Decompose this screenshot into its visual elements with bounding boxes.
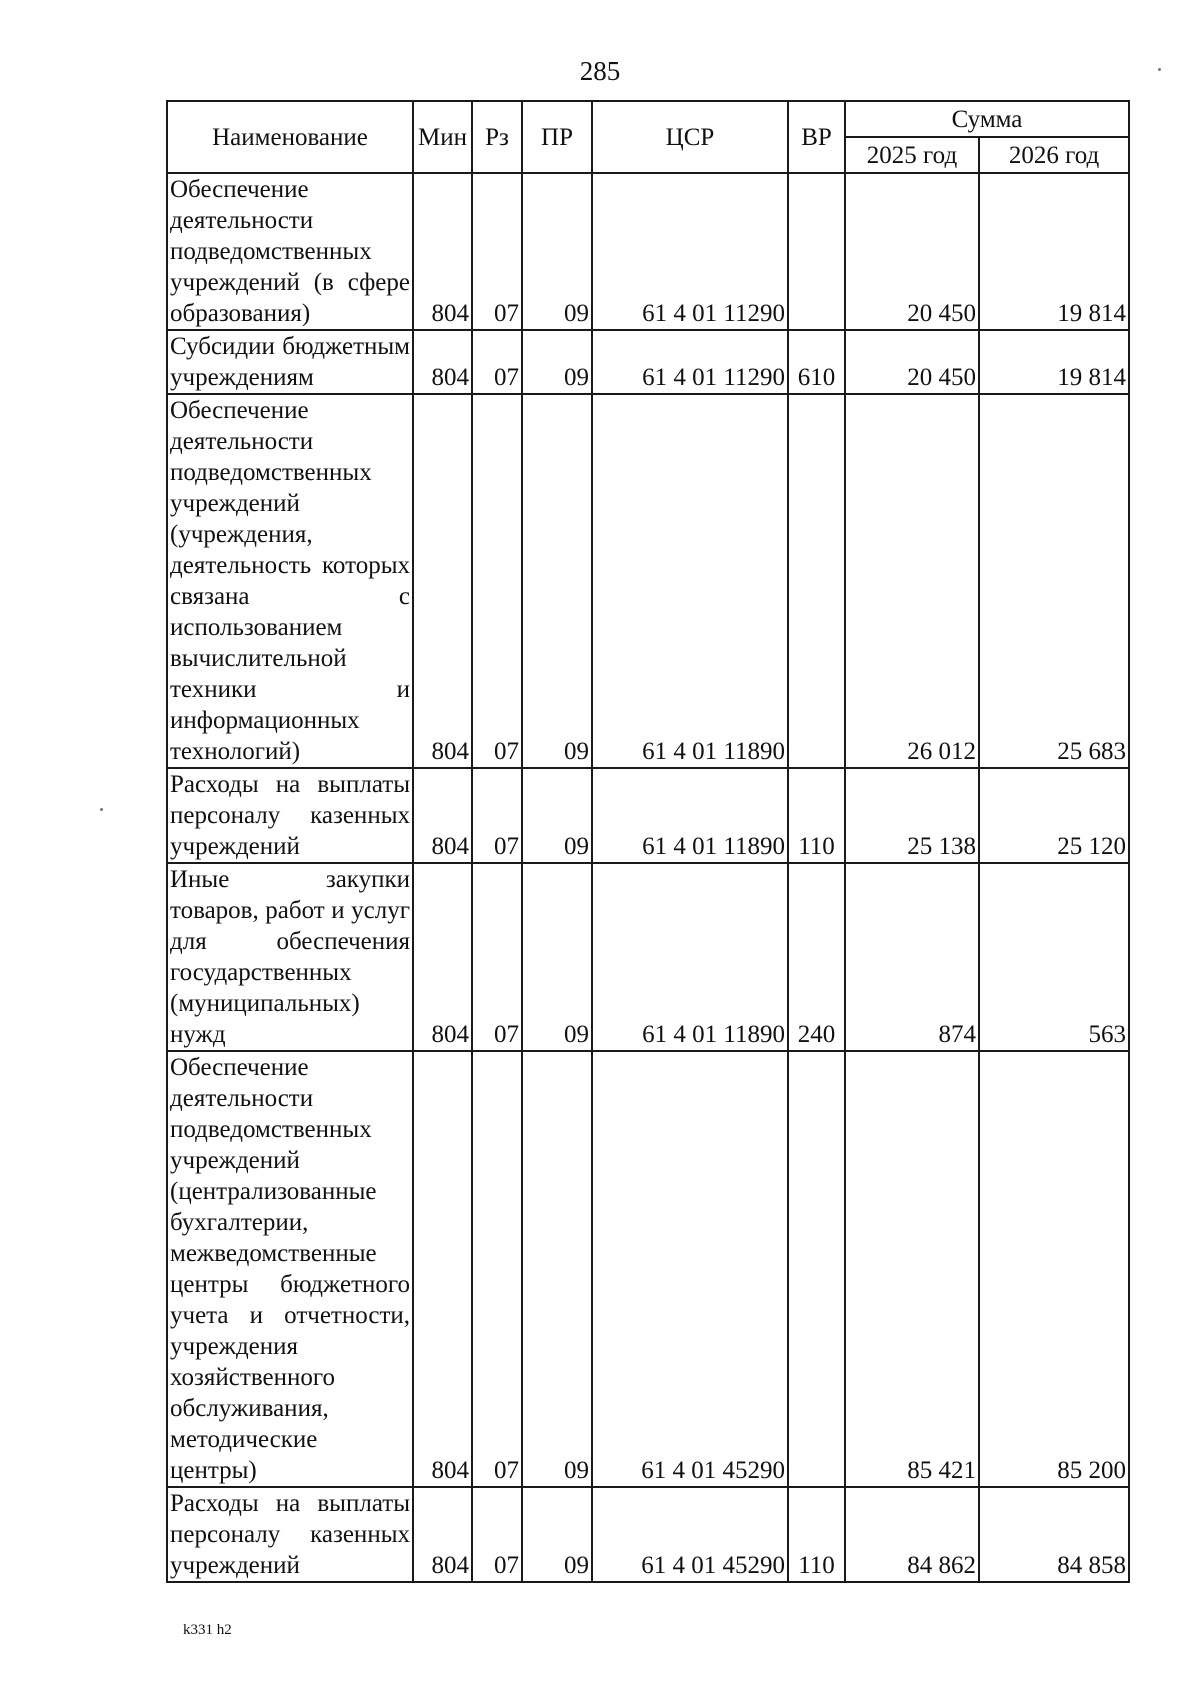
row-sum-2025: 26 012	[845, 394, 979, 768]
row-name: Обеспечение деятельности подведомственных учреждений (в сфере образования)	[167, 173, 413, 330]
row-sum-2025: 85 421	[845, 1051, 979, 1487]
row-sum-2025: 874	[845, 863, 979, 1051]
row-csr: 61 4 01 45290	[592, 1487, 788, 1582]
header-sum: Сумма	[845, 101, 1129, 137]
table-row	[167, 768, 1129, 863]
row-name: Субсидии бюджетным учреждениям	[167, 330, 413, 394]
scan-artifact-dot	[100, 808, 103, 811]
table-row	[167, 173, 1129, 330]
header-vr: ВР	[788, 101, 845, 173]
table-row	[167, 1051, 1129, 1487]
row-csr: 61 4 01 11890	[592, 863, 788, 1051]
row-pr: 09	[522, 173, 592, 330]
row-name: Расходы на выплаты персоналу казенных учреждений	[167, 768, 413, 863]
row-pr: 09	[522, 768, 592, 863]
header-year-2025: 2025 год	[845, 137, 979, 173]
row-min: 804	[413, 330, 472, 394]
row-csr: 61 4 01 11890	[592, 768, 788, 863]
row-vr	[788, 173, 845, 330]
row-min: 804	[413, 173, 472, 330]
table-header	[167, 101, 1129, 173]
row-name: Обеспечение деятельности подведомственных учреждений (централизованные бухгалтерии, межведомственные центры бюджетного учета и отчетности, учреждения хозяйственного обслуживания, методические центры)	[167, 1051, 413, 1487]
row-min: 804	[413, 1051, 472, 1487]
header-pr: ПР	[522, 101, 592, 173]
row-min: 804	[413, 394, 472, 768]
row-pr: 09	[522, 1487, 592, 1582]
row-vr	[788, 1051, 845, 1487]
page-number: 285	[579, 56, 621, 86]
row-sum-2025: 20 450	[845, 173, 979, 330]
row-min: 804	[413, 768, 472, 863]
row-rz: 07	[472, 1487, 522, 1582]
row-rz: 07	[472, 173, 522, 330]
row-csr: 61 4 01 11290	[592, 173, 788, 330]
table-row	[167, 863, 1129, 1051]
header-year-2026: 2026 год	[979, 137, 1129, 173]
row-pr: 09	[522, 863, 592, 1051]
footer-code: k331 h2	[183, 1622, 232, 1638]
row-csr: 61 4 01 11890	[592, 394, 788, 768]
header-rz: Рз	[472, 101, 522, 173]
row-sum-2025: 20 450	[845, 330, 979, 394]
row-name: Обеспечение деятельности подведомственных учреждений (учреждения, деятельность которых связана с использованием вычислительной техники и информационных технологий)	[167, 394, 413, 768]
row-rz: 07	[472, 768, 522, 863]
row-name: Иные закупки товаров, работ и услуг для обеспечения государственных (муниципальных) нужд	[167, 863, 413, 1051]
row-rz: 07	[472, 863, 522, 1051]
row-pr: 09	[522, 394, 592, 768]
scan-artifact-dot	[1158, 68, 1161, 71]
row-sum-2025: 25 138	[845, 768, 979, 863]
row-rz: 07	[472, 330, 522, 394]
row-vr: 110	[788, 768, 845, 863]
row-sum-2026: 19 814	[979, 173, 1129, 330]
row-csr: 61 4 01 45290	[592, 1051, 788, 1487]
row-sum-2026: 563	[979, 863, 1129, 1051]
row-vr: 610	[788, 330, 845, 394]
row-sum-2026: 25 683	[979, 394, 1129, 768]
table-row	[167, 394, 1129, 768]
header-name: Наименование	[167, 101, 413, 173]
table-row	[167, 1487, 1129, 1582]
header-min: Мин	[413, 101, 472, 173]
row-pr: 09	[522, 330, 592, 394]
table-body	[167, 173, 1129, 1582]
row-min: 804	[413, 863, 472, 1051]
table-row	[167, 330, 1129, 394]
row-rz: 07	[472, 394, 522, 768]
row-name: Расходы на выплаты персоналу казенных учреждений	[167, 1487, 413, 1582]
header-csr: ЦСР	[592, 101, 788, 173]
row-min: 804	[413, 1487, 472, 1582]
row-sum-2026: 85 200	[979, 1051, 1129, 1487]
row-sum-2026: 19 814	[979, 330, 1129, 394]
row-rz: 07	[472, 1051, 522, 1487]
budget-table	[166, 100, 1130, 1583]
row-sum-2026: 25 120	[979, 768, 1129, 863]
row-pr: 09	[522, 1051, 592, 1487]
row-vr: 110	[788, 1487, 845, 1582]
row-sum-2025: 84 862	[845, 1487, 979, 1582]
row-csr: 61 4 01 11290	[592, 330, 788, 394]
row-vr: 240	[788, 863, 845, 1051]
row-vr	[788, 394, 845, 768]
row-sum-2026: 84 858	[979, 1487, 1129, 1582]
